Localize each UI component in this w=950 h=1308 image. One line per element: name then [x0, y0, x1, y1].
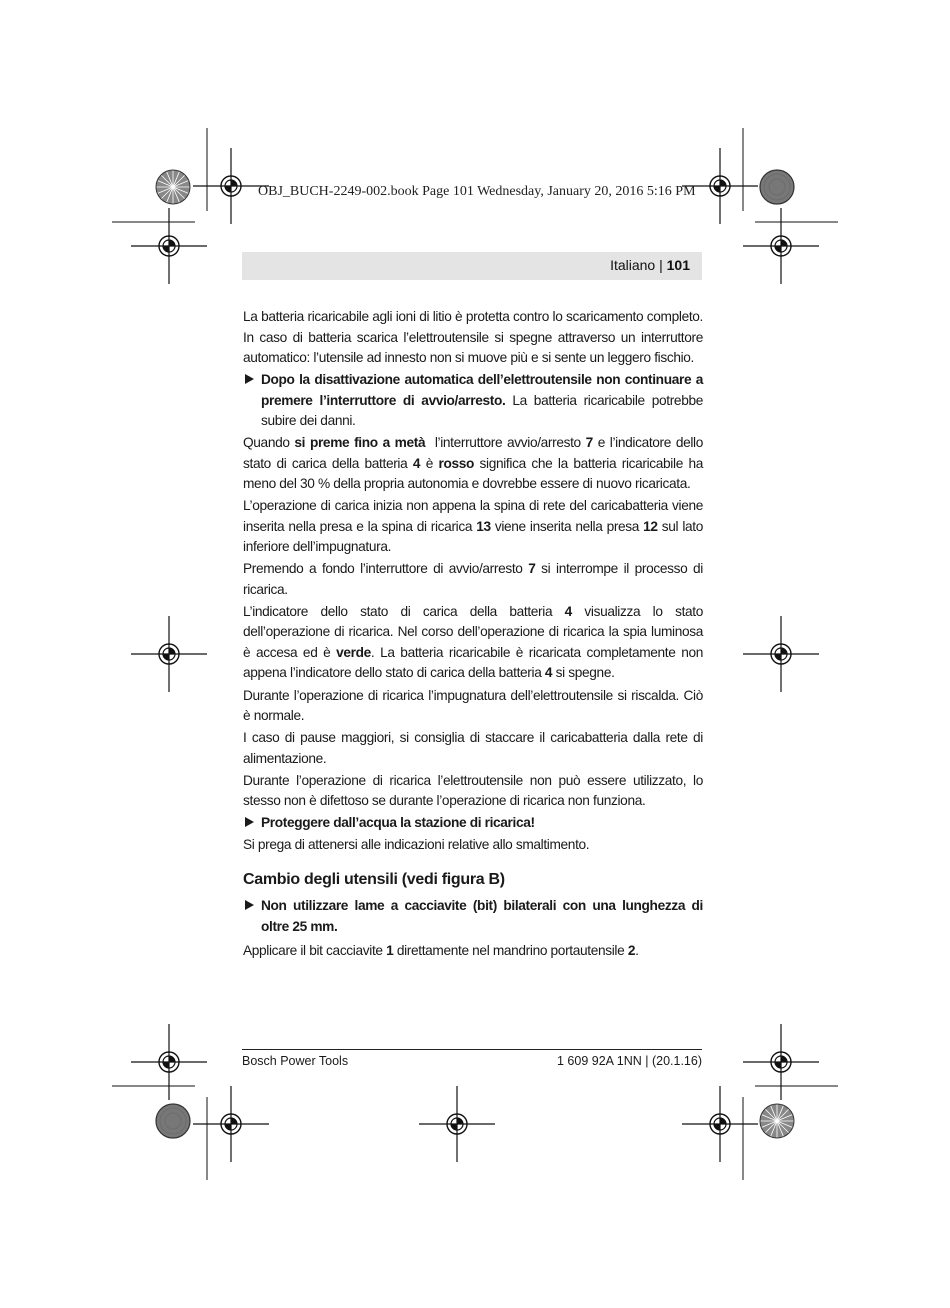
text: e l’indicatore dello stato di carica della batteria [243, 435, 704, 471]
bullet-triangle-icon [245, 374, 254, 384]
text: si spegne. [552, 665, 615, 681]
print-slug: OBJ_BUCH-2249-002.book Page 101 Wednesday, January 20, 2016 5:16 PM [258, 184, 696, 199]
paragraph: La batteria ricaricabile agli ioni di litio è protetta contro lo scaricamento completo. In caso di batteria scarica l’elettroutensile si spegne attraverso un interruttore automatico: l’utensile ad innesto non si muove più e si sente un leggero fischio. [243, 309, 703, 365]
text: è [420, 455, 439, 471]
text: . La batteria ricaricabile è ricaricata completamente non appena l’indicatore dello stato di carica della batteria [243, 644, 703, 681]
paragraph [243, 559, 703, 600]
bullet-bold-text: Dopo la disattivazione automatica dell’elettroutensile non continuare a premere l’interruttore di avvio/arresto. [261, 372, 703, 408]
paragraph: Durante l’operazione di ricarica l’impugnatura dell’elettroutensile si riscalda. Ciò è normale. [243, 687, 703, 724]
page-header [242, 252, 702, 280]
text: direttamente nel mandrino portautensile [393, 943, 628, 959]
text: viene inserita nella presa [490, 518, 644, 534]
footer-doc-code: 1 609 92A 1NN | (20.1.16) [556, 1054, 702, 1068]
header-separator: | [659, 257, 663, 273]
paragraph [243, 602, 703, 684]
text: Quando [243, 435, 295, 451]
paragraph: I caso di pause maggiori, si consiglia di staccare il caricabatteria dalla rete di alimentazione. [243, 730, 703, 766]
paragraph [243, 496, 703, 558]
bold-ref: 2 [627, 943, 636, 959]
footer-rule [242, 1049, 702, 1050]
warning-bullet [243, 813, 703, 834]
header-text [610, 257, 690, 273]
bold-ref: 1 [386, 943, 394, 959]
page-number: 101 [666, 257, 690, 273]
text: l’interruttore avvio/arresto [425, 435, 586, 451]
warning-bullet [243, 896, 703, 937]
header-language: Italiano [610, 257, 656, 273]
bold-ref: 4 [412, 455, 421, 471]
text: Premendo a fondo l’interruttore di avvio/arresto [243, 561, 529, 577]
bullet-bold-text: Non utilizzare lame a cacciavite (bit) bilaterali con una lunghezza di oltre 25 mm. [261, 898, 703, 934]
text: L’indicatore dello stato di carica della batteria [243, 603, 565, 619]
text: significa che la batteria ricaricabile ha meno del 30 % della propria autonomia e dovrebbe essere di nuovo ricaricata. [243, 455, 703, 492]
bold-ref: 4 [564, 603, 572, 619]
text: L’operazione di carica inizia non appena la spina di rete del caricabatteria viene inserita nella presa e la spina di ricarica [243, 498, 703, 534]
footer-brand: Bosch Power Tools [242, 1054, 349, 1068]
text: sul lato inferiore dell’impugnatura. [243, 518, 704, 555]
bullet-triangle-icon [245, 817, 254, 827]
paragraph: Durante l’operazione di ricarica l’elettroutensile non può essere utilizzato, lo stesso non è difettoso se durante l’operazione di ricarica non funziona. [243, 772, 703, 809]
text: visualizza lo stato dell’operazione di ricarica. Nel corso dell’operazione di ricarica la spia luminosa è accesa ed è [243, 603, 703, 660]
paragraph: Si prega di attenersi alle indicazioni relative allo smaltimento. [243, 837, 590, 853]
text: . [635, 943, 639, 959]
bold-ref: 13 [476, 518, 491, 534]
bold-text: si preme fino a metà [294, 435, 426, 451]
warning-bullet [243, 370, 703, 432]
paragraph [243, 433, 703, 495]
bold-text: verde [336, 644, 371, 660]
page-body [243, 307, 703, 964]
bold-text: rosso [438, 455, 475, 471]
bullet-triangle-icon [245, 900, 254, 910]
bullet-text: La batteria ricaricabile potrebbe subire dei danni. [261, 392, 703, 429]
bold-ref: 4 [544, 665, 553, 681]
bold-ref: 7 [528, 561, 536, 577]
section-title: Cambio degli utensili (vedi figura B) [243, 870, 505, 888]
bold-ref: 7 [585, 435, 593, 451]
bold-ref: 12 [643, 518, 658, 534]
bullet-bold-text: Proteggere dall’acqua la stazione di ricarica! [261, 815, 535, 831]
text: Applicare il bit cacciavite [243, 943, 387, 959]
paragraph [243, 941, 703, 962]
text: si interrompe il processo di ricarica. [243, 561, 703, 597]
